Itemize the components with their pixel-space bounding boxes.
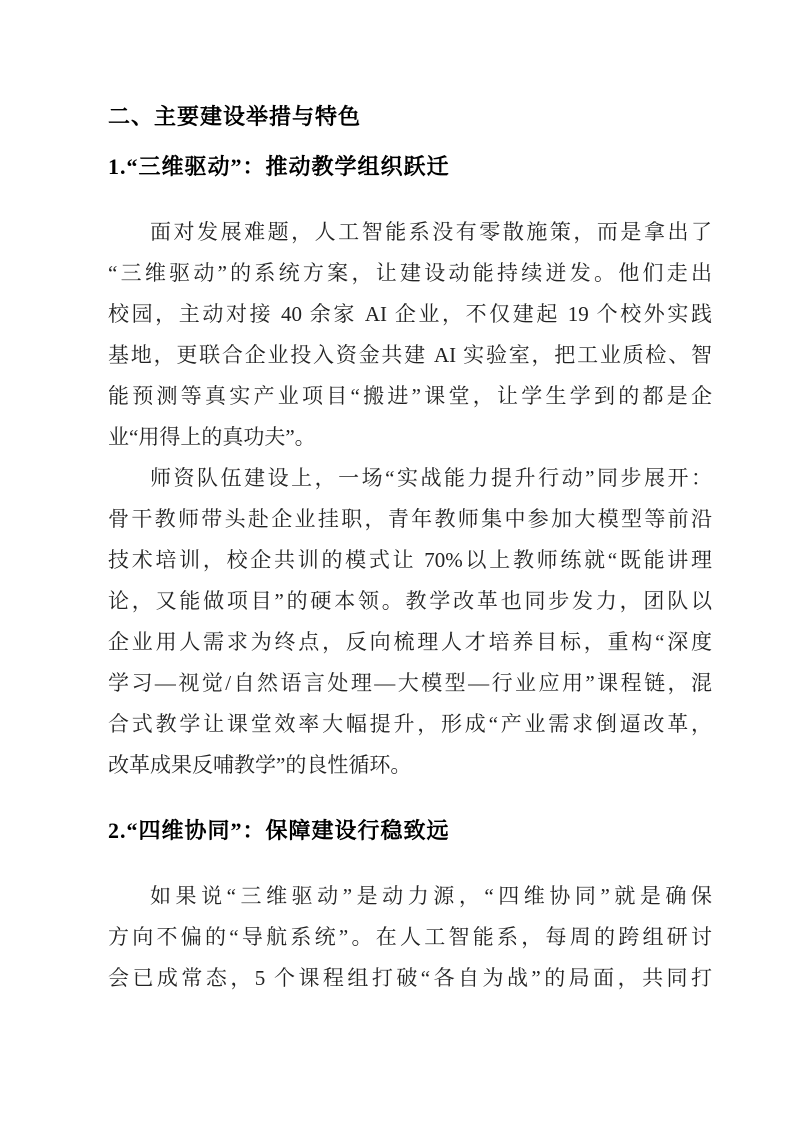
paragraph-1 xyxy=(108,212,712,458)
subsection-heading-2: 2.“四维协同”：保障建设行稳致远 xyxy=(108,818,450,843)
text-line: 师资队伍建设上，一场“实战能力提升行动”同步展开： xyxy=(150,466,712,490)
text-line: 方向不偏的“导航系统”。在人工智能系，每周的跨组研讨 xyxy=(108,925,712,949)
section-heading: 二、主要建设举措与特色 xyxy=(108,104,362,129)
text-line: 论，又能做项目”的硬本领。教学改革也同步发力，团队以 xyxy=(108,589,712,613)
paragraph-2 xyxy=(108,458,712,786)
text-line: 如果说“三维驱动”是动力源，“四维协同”就是确保 xyxy=(150,884,712,908)
text-line: 校园，主动对接 40 余家 AI 企业，不仅建起 19 个校外实践 xyxy=(108,302,712,326)
text-line: 业“用得上的真功夫”。 xyxy=(108,425,316,449)
text-line: 基地，更联合企业投入资金共建 AI 实验室，把工业质检、智 xyxy=(108,343,712,367)
text-line: 面对发展难题，人工智能系没有零散施策，而是拿出了 xyxy=(150,220,712,244)
subsection-heading-1: 1.“三维驱动”：推动教学组织跃迁 xyxy=(108,154,450,179)
text-line: 学习—视觉/自然语言处理—大模型—行业应用”课程链，混 xyxy=(108,671,712,695)
text-line: 会已成常态，5 个课程组打破“各自为战”的局面，共同打 xyxy=(108,966,712,990)
text-line: 企业用人需求为终点，反向梳理人才培养目标，重构“深度 xyxy=(108,630,712,654)
text-line: 改革成果反哺教学”的良性循环。 xyxy=(108,753,412,777)
text-line: 技术培训，校企共训的模式让 70%以上教师练就“既能讲理 xyxy=(108,548,712,572)
text-line: 能预测等真实产业项目“搬进”课堂，让学生学到的都是企 xyxy=(108,384,712,408)
text-line: 合式教学让课堂效率大幅提升，形成“产业需求倒逼改革， xyxy=(108,712,712,736)
text-line: “三维驱动”的系统方案，让建设动能持续迸发。他们走出 xyxy=(108,261,712,285)
paragraph-3 xyxy=(108,876,712,999)
text-line: 骨干教师带头赴企业挂职，青年教师集中参加大模型等前沿 xyxy=(108,507,712,531)
